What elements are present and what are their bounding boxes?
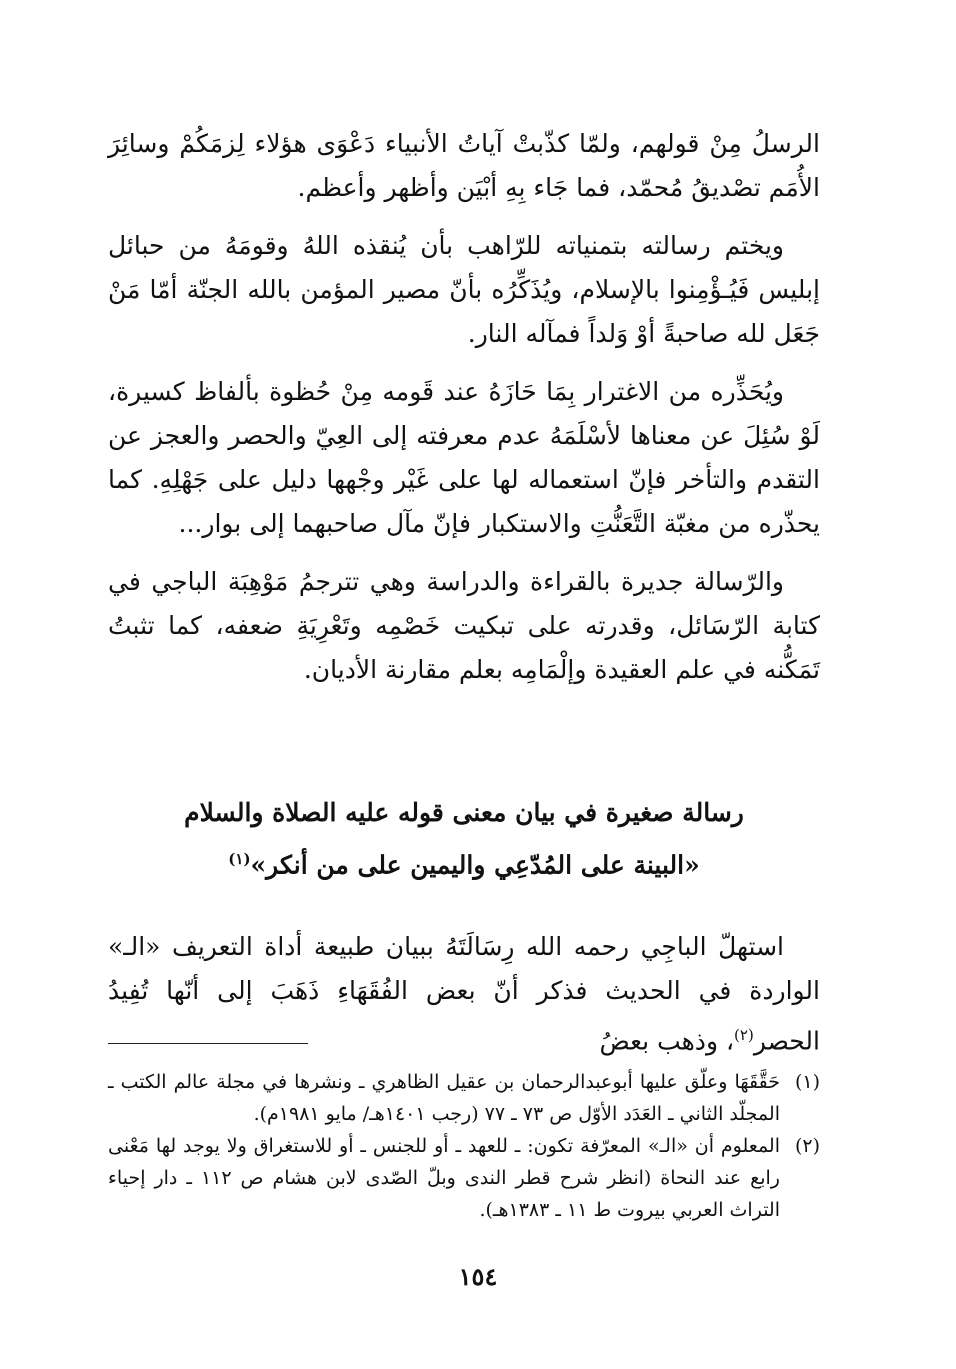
paragraph-4: والرّسالة جديرة بالقراءة والدراسة وهي تترجمُ مَوْهِبَة الباجي في كتابة الرّسَائل، وقدرته على تبكيت خَصْمِه وتَعْرِيَةِ ضعفه، كما تثبتُ تَمَكُّنه في علم العقيدة وإلْمَامِه بعلم مقارنة الأديان. (108, 567, 820, 684)
footnote-divider (108, 1043, 308, 1044)
footnote-ref-2[interactable]: (٢) (734, 1026, 754, 1044)
footnotes (108, 1066, 820, 1226)
footnote-text: حَقَّقَهَا وعلّق عليها أبوعبدالرحمان بن عقيل الظاهري ـ ونشرها في مجلة عالم الكتب ـ المجلّد الثاني ـ العَدَد الأوّل ص ٧٣ ـ ٧٧ (رجب ١٤٠١هـ/ مايو ١٩٨١م). (108, 1071, 780, 1125)
footnote-text: المعلوم أن «الـ» المعرّفة تكون: ـ للعهد ـ أو للجنس ـ أو للاستغراق ولا يوجد لها مَعْنى رابع عند النحاة (انظر شرح قطر الندى وبلّ الصّدى لابن هشام ص ١١٢ ـ دار إحياء التراث العربي بيروت ط ١١ ـ ١٣٨٣هـ). (108, 1135, 780, 1221)
body-text (108, 122, 820, 706)
section-title (108, 790, 820, 888)
footnote-number: (١) (794, 1071, 820, 1093)
section-title-line-1: رسالة صغيرة في بيان معنى قوله عليه الصلاة والسلام (184, 798, 744, 827)
footnote-2 (108, 1130, 820, 1226)
paragraph-2: ويختم رسالته بتمنياته للرّاهب بأن يُنقذه اللهُ وقومَهُ من حبائل إبليس فَيُـؤْمِنوا بالإسلام، ويُذَكِّرُه بأنّ مصير المؤمن بالله الجنّة أمّا مَنْ جَعَل لله صاحبةً أوْ وَلداً فمآله النار. (108, 231, 820, 348)
section-title-line-2-text: «البينة على المُدّعِي واليمين على من أنكر» (250, 850, 700, 880)
paragraph-1: الرسلُ مِنْ قولهم، ولمّا كذّبتْ آياتُ الأنبياء دَعْوَى هؤلاء لِزمَكُمْ وسائِرَ الأُمَم تصْديقُ مُحمّد، فما جَاء بِهِ أبْيَن وأظهر وأعظم. (108, 129, 820, 202)
footnote-number: (٢) (794, 1135, 820, 1157)
paragraph-3: ويُحَذِّره من الاغترار بِمَا حَازَهُ عند قَومه مِنْ حُظوة بألفاظ كسيرة، لَوْ سُئِلَ عن معناها لأسْلَمَهُ عدم معرفته إلى العِيّ والحصر والعجز عن التقدم والتأخر فإنّ استعماله لها على غَيْر وجْهها دليل على جَهْلِهِ. كما يحذّره من مغبّة التَّعَنُّتِ والاستكبار فإنّ مآل صاحبهما إلى بوار... (108, 377, 820, 538)
footnote-1 (108, 1066, 820, 1130)
section-paragraph-text-a: استهلّ الباجِي رحمه الله رِسَالَتَهُ ببيان طبيعة أداة التعريف «الـ» الواردة في الحديث فذكر أنّ بعض الفُقَهَاءِ ذَهَبَ إلى أنّها تُفِيدُ الحصر (108, 932, 820, 1056)
section-paragraph-text-b: ، وذهب بعضُ (599, 1026, 735, 1056)
section-title-line-2 (108, 836, 820, 888)
footnote-ref-1[interactable]: (١) (228, 850, 251, 868)
page-number: ١٥٤ (458, 1262, 498, 1291)
